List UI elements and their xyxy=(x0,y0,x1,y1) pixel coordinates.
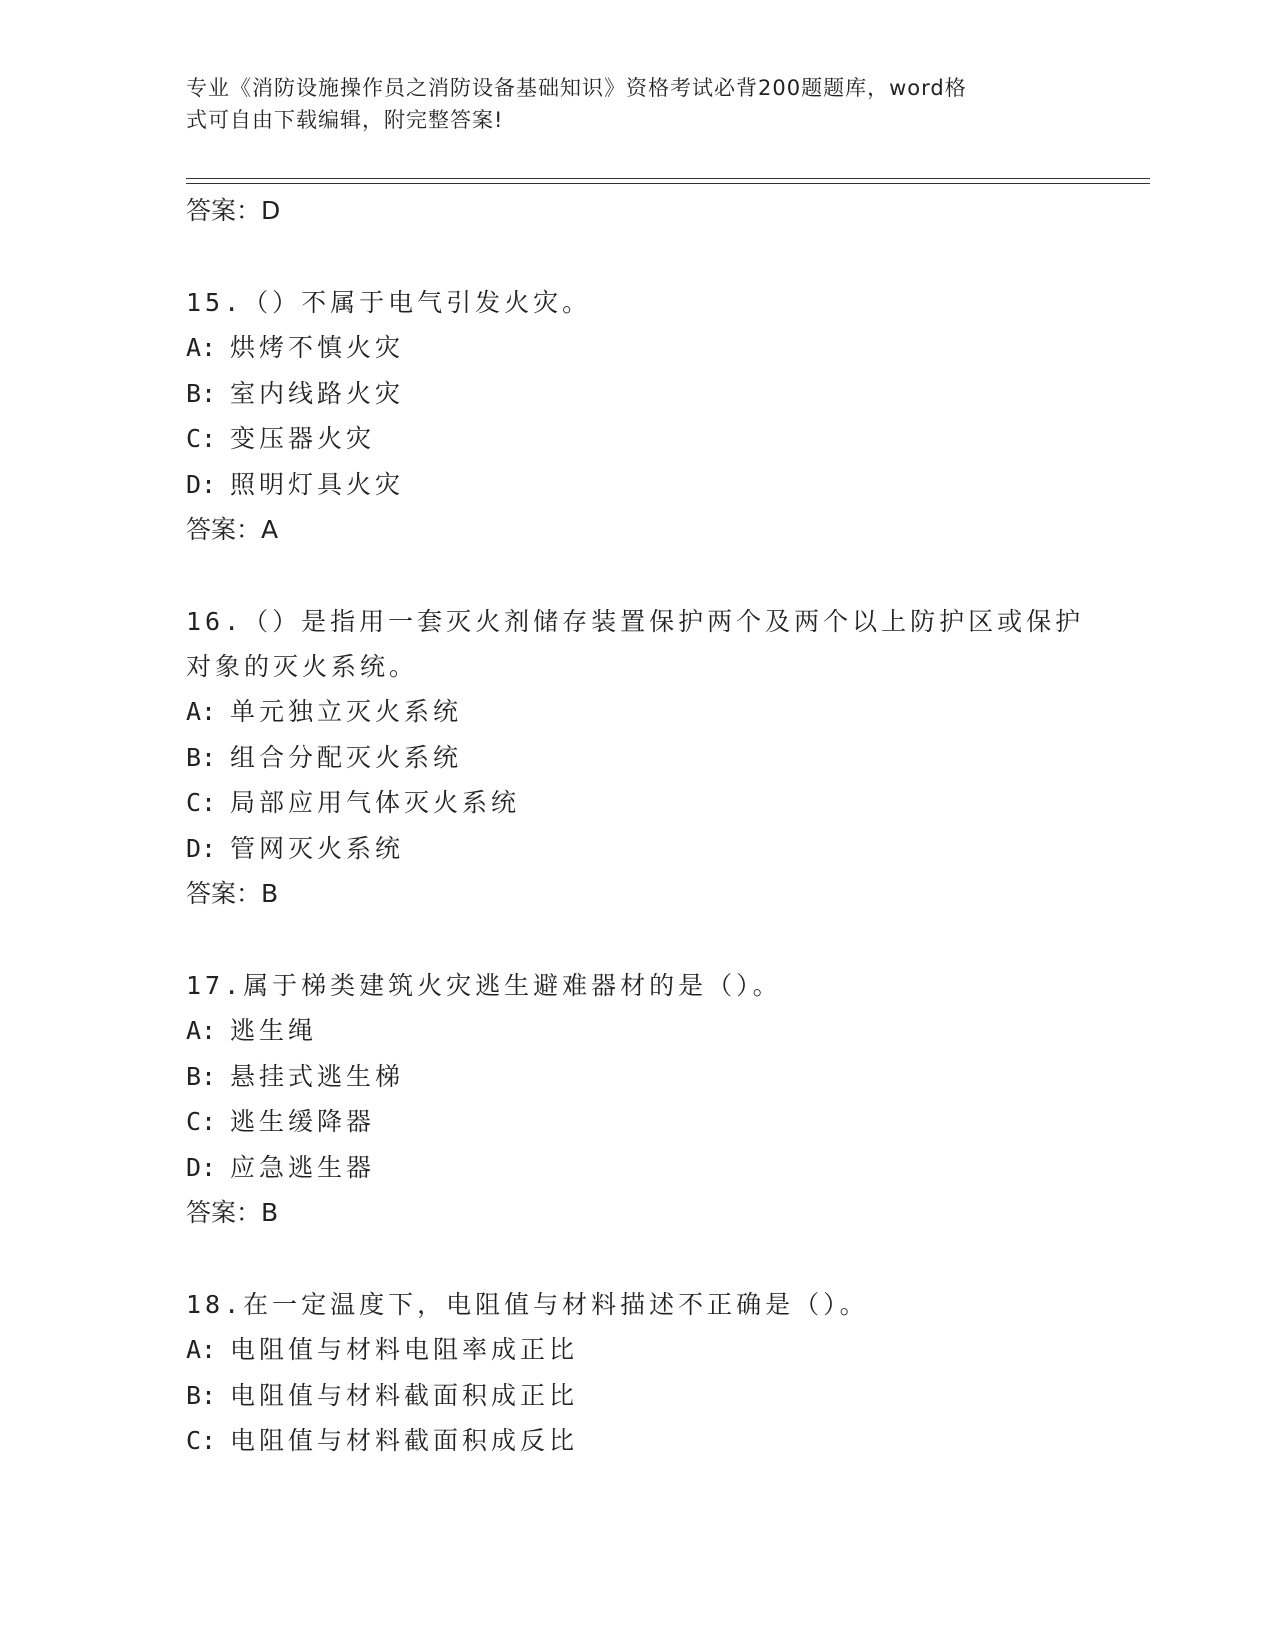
option-text: 逃生绳 xyxy=(230,1016,318,1045)
option-b xyxy=(186,371,1086,417)
option-letter: C: xyxy=(186,1107,217,1136)
option-text: 悬挂式逃生梯 xyxy=(230,1061,405,1091)
option-text: 变压器火灾 xyxy=(230,424,376,453)
option-text: 逃生缓降器 xyxy=(230,1107,376,1136)
option-text: 组合分配灭火系统 xyxy=(230,742,463,772)
option-letter: C: xyxy=(186,424,217,453)
option-letter: A: xyxy=(186,1016,217,1045)
option-a xyxy=(186,325,1086,371)
option-b xyxy=(186,1054,1086,1100)
option-d xyxy=(186,462,1086,508)
header-divider-top xyxy=(186,178,1150,179)
option-letter: C: xyxy=(186,788,217,817)
answer: 答案：A xyxy=(186,515,279,544)
option-letter: D: xyxy=(186,1152,217,1182)
option-c xyxy=(186,1099,1086,1145)
option-text: 电阻值与材料截面积成正比 xyxy=(230,1380,579,1410)
option-letter: D: xyxy=(186,833,217,863)
option-a xyxy=(186,689,1086,735)
question-16 xyxy=(186,599,1086,916)
question-18 xyxy=(186,1282,1086,1464)
question-text-continued: 对象的灭火系统。 xyxy=(186,652,419,681)
option-text: 室内线路火灾 xyxy=(230,378,405,408)
option-a xyxy=(186,1327,1086,1373)
answer: 答案：B xyxy=(186,879,279,908)
lead-answer: 答案：D xyxy=(186,196,281,225)
option-letter: B: xyxy=(186,1380,217,1410)
option-letter: A: xyxy=(186,1335,217,1364)
option-d xyxy=(186,826,1086,872)
option-text: 管网灭火系统 xyxy=(230,833,405,863)
header-line-2: 式可自由下载编辑，附完整答案! xyxy=(186,108,504,132)
option-text: 应急逃生器 xyxy=(230,1152,376,1182)
option-c xyxy=(186,780,1086,826)
option-text: 电阻值与材料电阻率成正比 xyxy=(230,1335,579,1364)
answer: 答案：B xyxy=(186,1198,279,1227)
option-c xyxy=(186,1418,1086,1464)
option-letter: B: xyxy=(186,1061,217,1091)
header-line-1: 专业《消防设施操作员之消防设备基础知识》资格考试必背200题题库，word格 xyxy=(186,76,967,100)
question-text: 15.（）不属于电气引发火灾。 xyxy=(186,288,592,317)
option-a xyxy=(186,1008,1086,1054)
option-letter: B: xyxy=(186,378,217,408)
question-list xyxy=(186,188,1086,1464)
option-letter: A: xyxy=(186,333,217,362)
header-divider-bottom xyxy=(186,183,1150,184)
option-d xyxy=(186,1145,1086,1191)
option-letter: B: xyxy=(186,742,217,772)
question-text: 16.（）是指用一套灭火剂储存装置保护两个及两个以上防护区或保护 xyxy=(186,607,1085,636)
option-text: 局部应用气体灭火系统 xyxy=(230,788,521,817)
option-letter: A: xyxy=(186,697,217,726)
option-text: 单元独立灭火系统 xyxy=(230,697,463,726)
option-text: 烘烤不慎火灾 xyxy=(230,333,405,362)
option-b xyxy=(186,1373,1086,1419)
option-text: 电阻值与材料截面积成反比 xyxy=(230,1426,579,1455)
option-letter: C: xyxy=(186,1426,217,1455)
question-15 xyxy=(186,280,1086,552)
option-text: 照明灯具火灾 xyxy=(230,469,405,499)
option-c xyxy=(186,416,1086,462)
question-17 xyxy=(186,963,1086,1235)
option-b xyxy=(186,735,1086,781)
question-text: 17.属于梯类建筑火灾逃生避难器材的是（）。 xyxy=(186,971,782,1000)
document-header xyxy=(186,72,1076,136)
option-letter: D: xyxy=(186,469,217,499)
question-text: 18.在一定温度下，电阻值与材料描述不正确是（）。 xyxy=(186,1290,869,1319)
